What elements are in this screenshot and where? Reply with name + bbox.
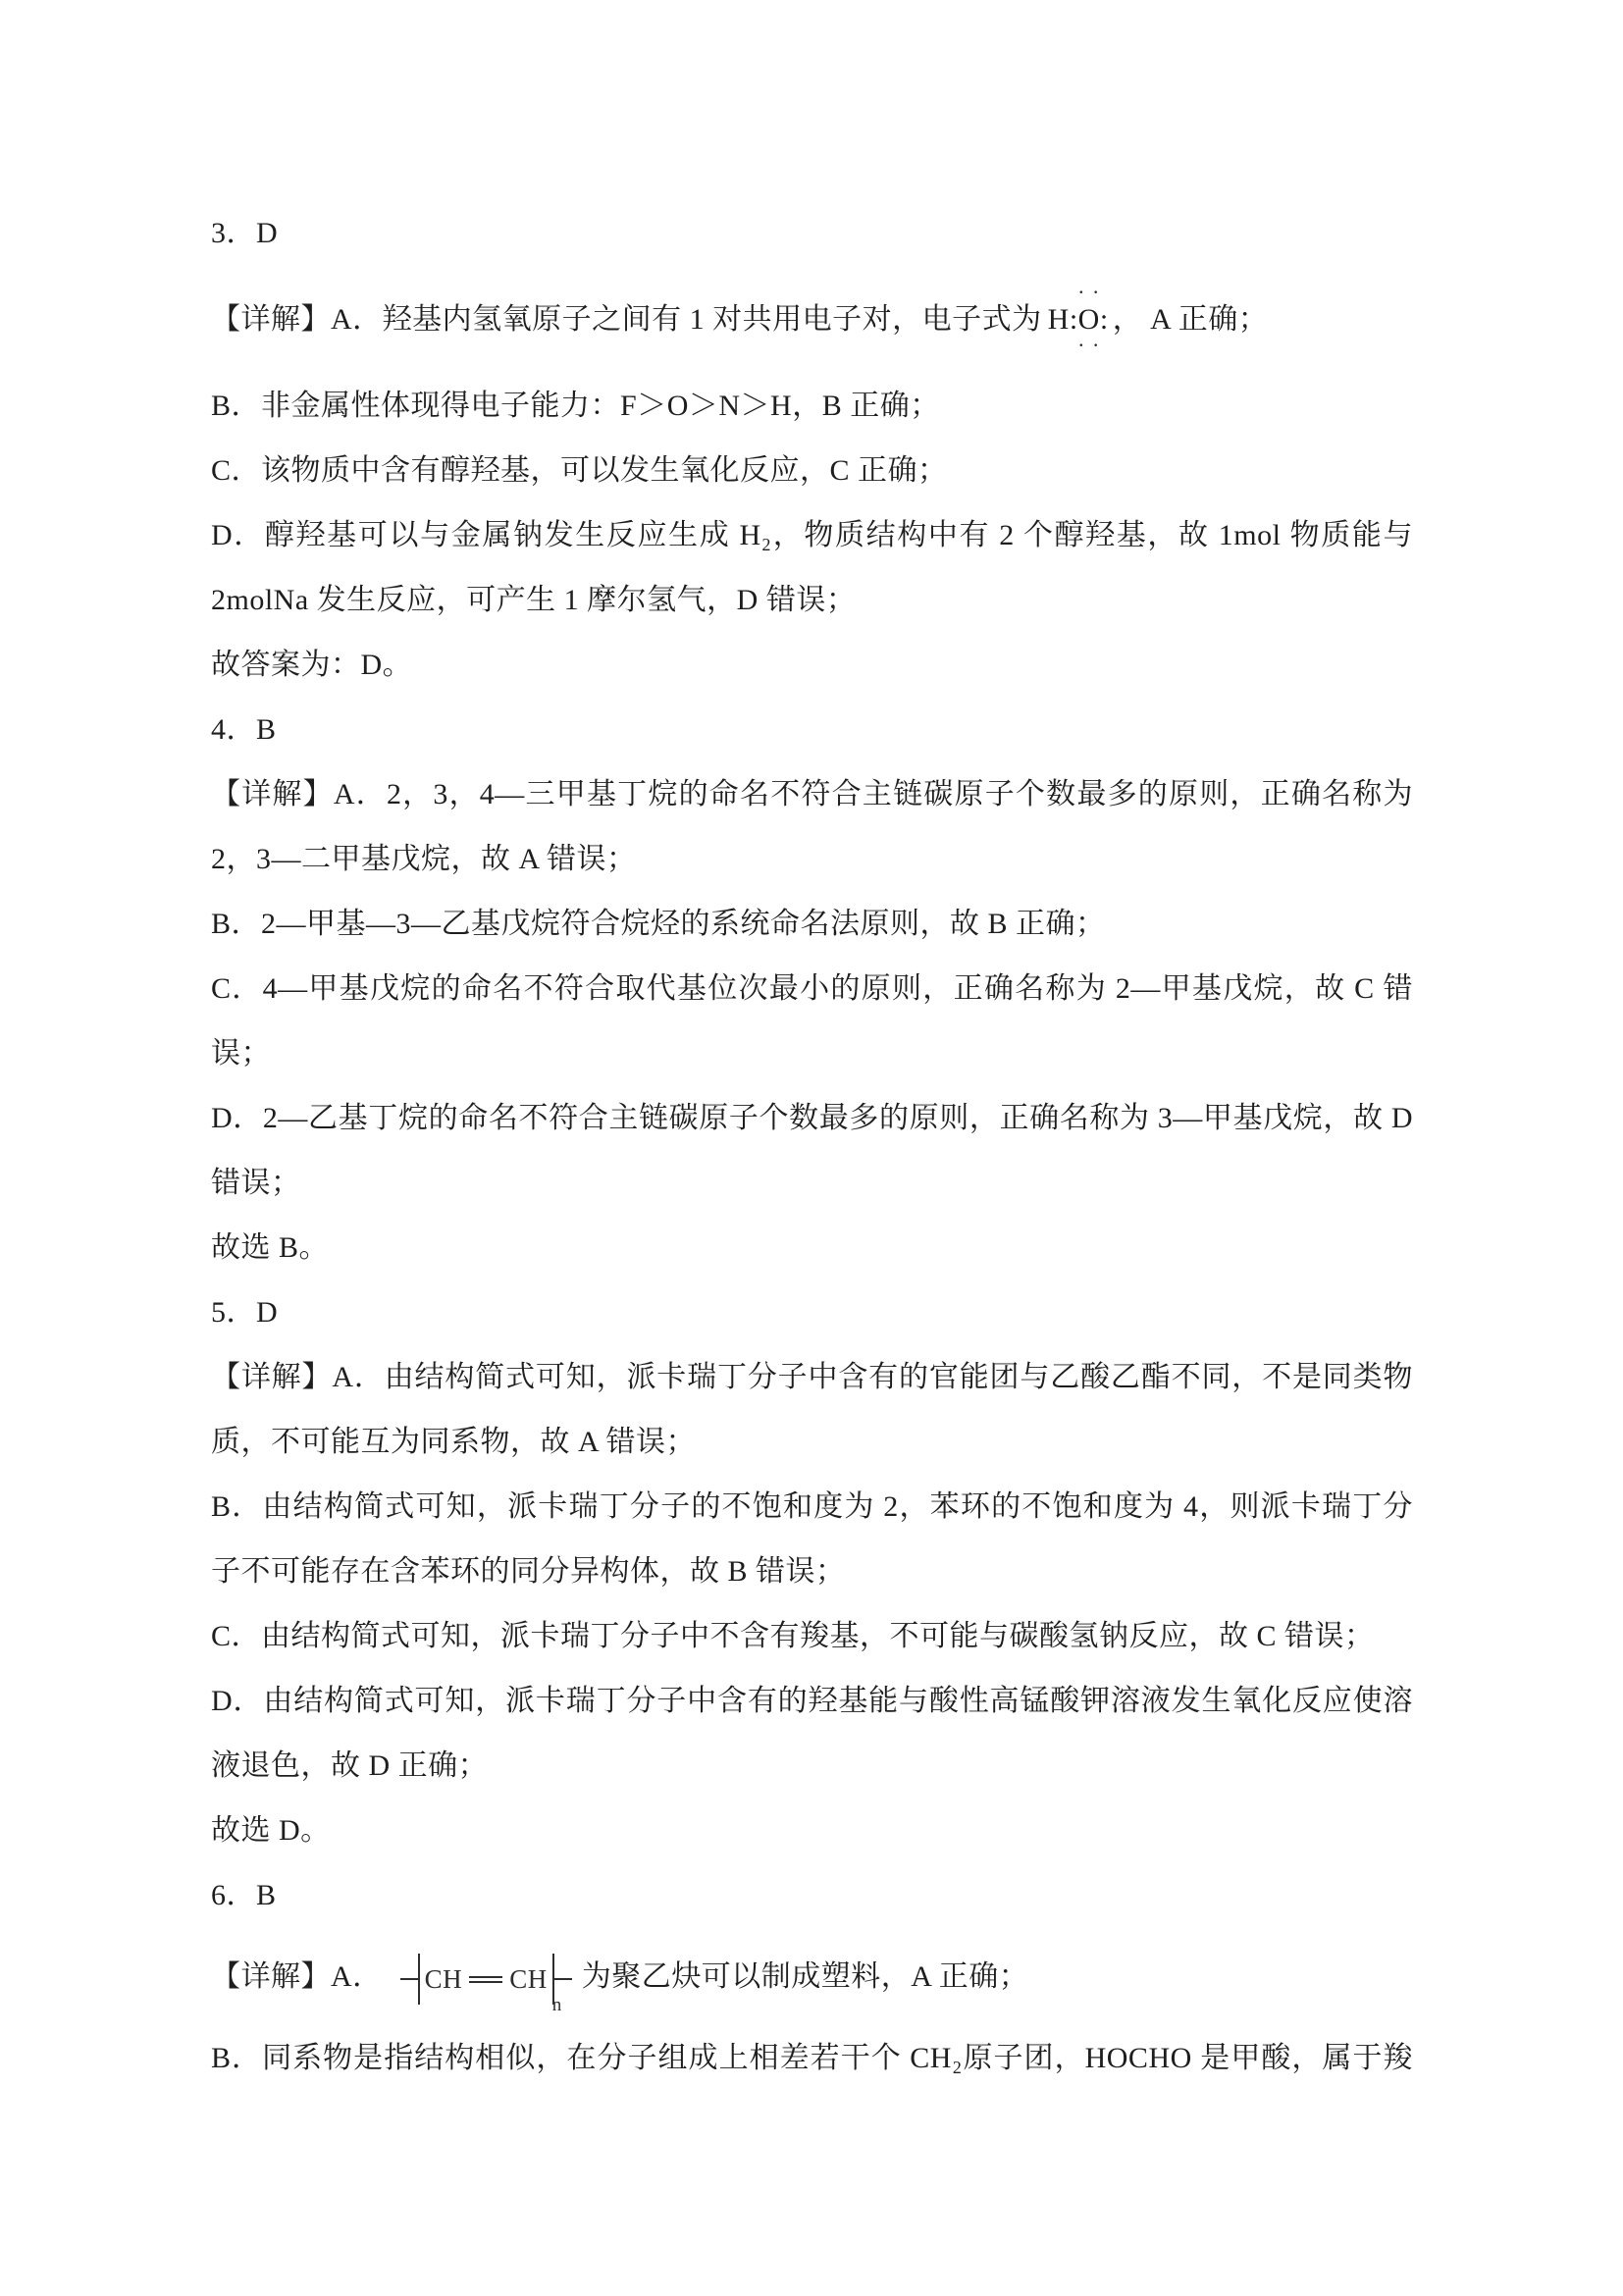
q3-detail-d-line1: D．醇羟基可以与金属钠发生反应生成 H₂，物质结构中有 2 个醇羟基，故 1mol 物质能与: [211, 519, 1413, 551]
q4-detail-d-line2: 错误；: [211, 1167, 301, 1199]
lewis-electron-formula: [1042, 280, 1113, 357]
q5-conclusion: 故选 D。: [211, 1814, 331, 1847]
answer-q6: 6．B: [211, 1879, 277, 1911]
q4-detail-b: B．2—甲基—3—乙基戊烷符合烷烃的系统命名法原则，故 B 正确；: [211, 908, 1106, 940]
lone-pair-dots-top: · ·: [1077, 280, 1101, 304]
bond-line-right: [554, 1978, 572, 1980]
q3-detail-b: B．非金属性体现得电子能力：F＞O＞N＞H，B 正确；: [211, 390, 940, 422]
polyacetylene-structure: [400, 1954, 572, 2016]
ch-group-2: CH: [509, 1963, 548, 1994]
q3-detail-a-text: 【详解】A．羟基内氢氧原子之间有 1 对共用电子对，电子式为: [211, 303, 1042, 336]
q6-detail-a-text-end: 为聚乙炔可以制成塑料，A 正确；: [581, 1960, 1029, 1993]
q5-detail-a-line2: 质，不可能互为同系物，故 A 错误；: [211, 1426, 697, 1458]
q4-detail-d-line1: D．2—乙基丁烷的命名不符合主链碳原子个数最多的原则，正确名称为 3—甲基戊烷，故 D: [211, 1102, 1413, 1134]
q6-detail-a: [211, 1928, 1413, 2026]
ef-h-atom: H:: [1047, 303, 1078, 336]
subscript-n: n: [551, 1995, 562, 2016]
q5-detail-b-line2: 子不可能存在含苯环的同分异构体，故 B 错误；: [211, 1555, 846, 1588]
ef-o-atom: O: [1077, 303, 1100, 336]
q3-detail-a-text-end: ， A 正确；: [1112, 303, 1269, 336]
ef-colon: :: [1099, 303, 1109, 336]
answer-q5: 5．D: [211, 1296, 279, 1329]
ch-group-1: CH: [424, 1963, 463, 1994]
q6-detail-a-text: 【详解】A．: [211, 1960, 383, 1993]
answer-q3: 3．D: [211, 217, 279, 249]
q4-detail-c-line2: 误；: [211, 1037, 271, 1070]
ef-o-group: [1077, 280, 1101, 357]
q3-detail-c: C．该物质中含有醇羟基，可以发生氧化反应，C 正确；: [211, 454, 948, 487]
q4-detail-a-line2: 2，3—二甲基戊烷，故 A 错误；: [211, 843, 637, 875]
q4-detail-c-line1: C．4—甲基戊烷的命名不符合取代基位次最小的原则，正确名称为 2—甲基戊烷，故 C 错: [211, 972, 1413, 1005]
q5-detail-d-line2: 液退色，故 D 正确；: [211, 1749, 489, 1782]
q5-detail-d-line1: D．由结构简式可知，派卡瑞丁分子中含有的羟基能与酸性高锰酸钾溶液发生氧化反应使溶: [211, 1685, 1413, 1717]
q6-detail-b-line1: B．同系物是指结构相似，在分子组成上相差若干个 CH₂原子团，HOCHO 是甲酸，属于羧: [211, 2042, 1413, 2074]
q3-detail-d-line2: 2molNa 发生反应，可产生 1 摩尔氢气，D 错误；: [211, 584, 857, 616]
answer-q4: 4．B: [211, 713, 277, 746]
q5-detail-a-line1: 【详解】A．由结构简式可知，派卡瑞丁分子中含有的官能团与乙酸乙酯不同，不是同类物: [211, 1361, 1413, 1393]
double-bond: [469, 1976, 502, 1983]
q5-detail-b-line1: B．由结构简式可知，派卡瑞丁分子的不饱和度为 2，苯环的不饱和度为 4，则派卡瑞丁分: [211, 1490, 1413, 1523]
bond-line-left: [400, 1978, 418, 1980]
lone-pair-dots-bottom: · ·: [1077, 333, 1101, 357]
q4-conclusion: 故选 B。: [211, 1231, 330, 1264]
q4-detail-a-line1: 【详解】A．2，3，4—三甲基丁烷的命名不符合主链碳原子个数最多的原则，正确名称为: [211, 778, 1413, 810]
q3-detail-a: [211, 266, 1413, 374]
q5-detail-c: C．由结构简式可知，派卡瑞丁分子中不含有羧基，不可能与碳酸氢钠反应，故 C 错误；: [211, 1620, 1375, 1652]
q3-conclusion: 故答案为：D。: [211, 649, 413, 681]
